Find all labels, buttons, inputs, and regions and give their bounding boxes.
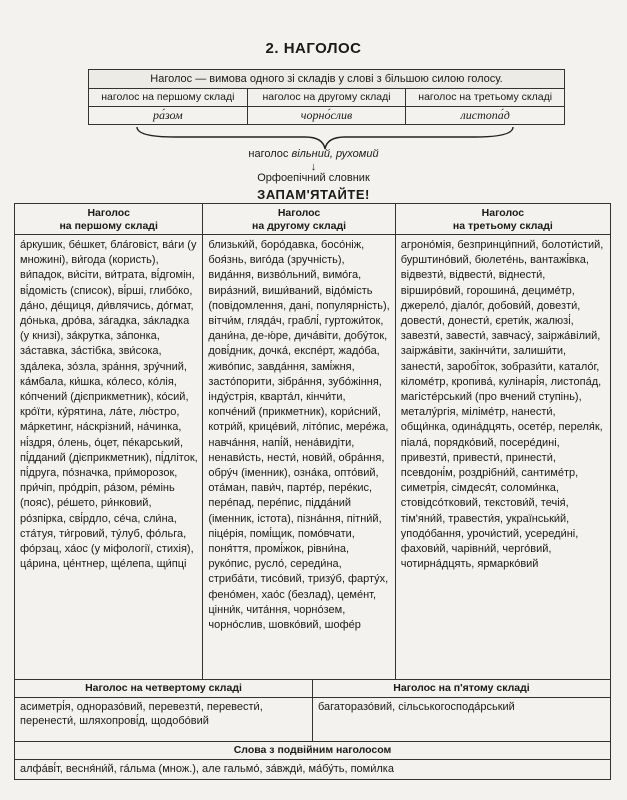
double-accent-header: Слова з подвійним наголосом — [14, 742, 611, 760]
position-header-first: наголос на першому складі — [88, 89, 248, 107]
position-headers — [88, 89, 565, 107]
free-accent-value: вільний, рухомий — [291, 148, 379, 160]
fourth-fifth-header — [14, 680, 611, 698]
col-header-second-line2: на другому складі — [252, 220, 347, 232]
remember-heading: ЗАПАМ'ЯТАЙТЕ! — [257, 187, 370, 202]
fourth-header: Наголос на четвертому складі — [85, 682, 242, 694]
example-first: ра́зом — [88, 107, 248, 125]
col-first-words: а́ркушик, бе́шкет, бла́говіст, ва́ги (у множині), ви́года (користь), ви́падок, ви́сіти, ви́трата, ві́дгомін, ві́домість (список), ві́рші, глибо́ко, да́но, де́щиця, ди́влячись, до́гмат, до́нька, дро́ва, за́гадка, за́кладка (у книзі), за́крутка, за́понка, за́ставка, за́стібка, зви́сока, зда́лека, зо́зла, зра́ння, зру́чний, ка́мбала, ки́шка, ко́лесо, ко́лія, ко́пчений (дієприкметник), ко́сий, кро́їти, ку́рятина, ла́те, лю́стро, ма́ркетинг, на́скрізний, на́чинка, ні́здря, о́лень, о́цет, пе́карський, пі́дданий (дієприкметник), пі́дліток, пі́друга, по́значка, при́морозок, при́чіп, про́дріп, ра́зом, ре́мінь (пояс), ре́шето, ри́нковий, ро́зпірка, сві́рдло, се́ча, сли́на, ста́туя, ти́гровий, ту́луб, фо́льга, фо́рзац, ха́ос (у міфології, стихія), ца́рина, це́нтнер, ще́лепа, щи́пці — [20, 239, 198, 571]
main-table-body — [14, 235, 611, 680]
free-accent-line — [0, 148, 627, 160]
double-accent-words: алфа́ві́т, весня́ни́й, га́льма (множ.), але гальмо́, за́вжди́, ма́бу́ть, поми́лка — [14, 760, 611, 780]
fourth-fifth-body — [14, 698, 611, 742]
col-third-words: агроно́мія, безпринци́пний, болоти́стий, бурштино́вий, бюлете́нь, вантажі́вка, відвезти́, відвести́, віднести́, вірширо́вий, горошина́, децимéтр, джерело́, діало́г, добови́й, довезти́, довести́, донести́, єрети́к, жалюзі́, завезти́, завести́, завчасу́, заіржа́вілий, заіржа́віти, закінчи́ти, залиши́ти, занести́, заробі́ток, зобрази́ти, катало́г, кіломе́тр, кропива́, кулінарі́я, листопа́д, магістéрський (про вчений ступінь), металу́ргія, міліме́тр, нанести́, общи́нка, одина́дцять, осете́р, переля́к, піала́, порядко́вий, посере́дині, привезти́, привести́, принести́, псевдоні́м, роздрібни́й, сантиме́тр, симетрі́я, сімдеся́т, соломи́нка, стовідсо́тковий, текстови́й, течія́, тім'яни́й, травести́я, українськи́й, уподо́бання, урочи́стий, усереди́ні, фахови́й, чарівни́й, черго́вий, чотирна́дцять, ярмарко́вий — [395, 235, 610, 679]
col-header-first-line1: Наголос — [87, 207, 130, 219]
example-second: чорно́слив — [248, 107, 407, 125]
position-examples — [88, 107, 565, 125]
fifth-header: Наголос на п'ятому складі — [312, 680, 610, 697]
col-header-third-line1: Наголос — [481, 207, 525, 219]
col-header-first-line2: на першому складі — [59, 220, 158, 232]
fifth-words: багаторазо́вий, сільськогоспода́рський — [312, 698, 610, 741]
col-header-third — [395, 204, 610, 234]
dictionary-label: Орфоепічний словник — [257, 172, 370, 184]
example-third: листопа́д — [406, 107, 565, 125]
free-accent-prefix: наголос — [248, 148, 292, 160]
col-header-second-line1: Наголос — [277, 207, 321, 219]
page-title: 2. НАГОЛОС — [265, 40, 362, 57]
position-header-second: наголос на другому складі — [248, 89, 407, 107]
definition-box: Наголос — вимова одного зі складів у слові з більшою силою голосу. — [88, 69, 565, 89]
col-header-first — [15, 204, 202, 234]
main-table-header — [14, 203, 611, 235]
col-header-third-line2: на третьому складі — [452, 220, 553, 232]
arrow-down-icon: ↓ — [310, 161, 317, 173]
position-header-third: наголос на третьому складі — [406, 89, 565, 107]
col-header-second — [202, 204, 394, 234]
col-second-words: близьки́й, боро́давка, босо́ніж, боя́знь, виго́да (зручність), вида́ння, визво́льний, вимо́га, вира́зний, виши́ваний, відо́мість (повідомлення, дані, популярність), вітчи́м, гляда́ч, граблі́, гуртожи́ток, дани́на, де-ю́ре, дича́віти, добу́ток, дові́дник, дочка́, експе́рт, жадо́ба, живо́пис, завда́ння, замі́жня, засто́порити, зібра́ння, зубо́жіння, інду́стрія, кварта́л, кінчи́ти, копче́ний (прикметник), кори́сний, котри́й, крице́вий, літо́пис, мере́жа, навча́ння, напі́й, нена́видіти, ненави́сть, нести́, нови́й, обра́ння, обру́ч (іменник), озна́ка, опто́вий, ота́ман, пави́ч, парте́р, пере́кис, пере́пад, пере́пис, підда́ний (іменник, істота), пізна́ння, пітни́й, піце́рія, помі́щик, помо́вчати, поня́ття, промі́жок, рівни́на, руко́пис, русло́, середи́на, стриба́ти, тисо́вий, тризу́б, фарту́х, фено́мен, хао́с (безлад), цеме́нт, цінни́к, чита́ння, чорно́зем, чорно́слив, шовко́вий, шофе́р — [202, 235, 394, 679]
fourth-words: асиметрі́я, одноразо́вий, перевезти́, перевести́, перенести́, шляхопрові́д, щодобо́вий — [20, 701, 263, 727]
